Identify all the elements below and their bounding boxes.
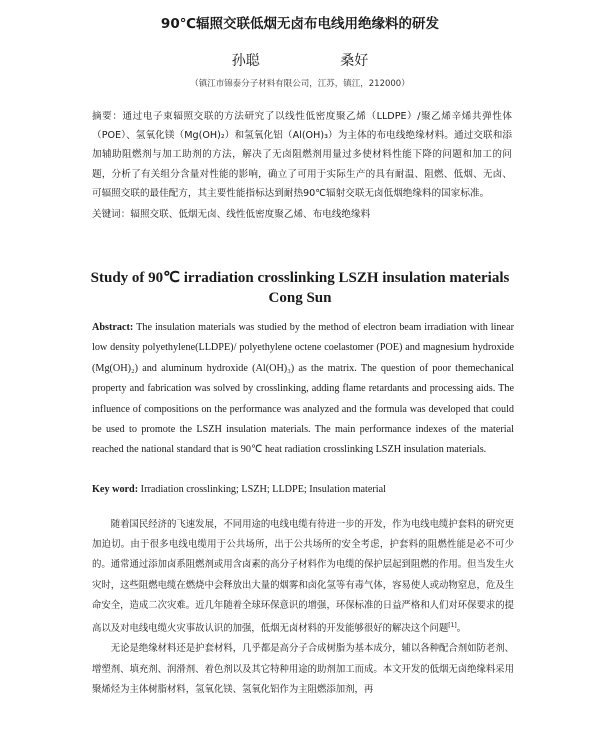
english-abstract: [92, 318, 514, 461]
body-paragraph-1-text: 随着国民经济的飞速发展，不同用途的电线电缆有待进一步的开发，作为电线电缆护套料的研究更加迫切。由于很多电线电缆用于公共场所，出于公共场所的安全考虑，护套料的阻燃性能是必不可少的。通常通过添加卤系阻燃剂或用含卤素的高分子材料作为电缆的保护层起到阻燃的作用。但当发生火灾时，这些阻燃电缆在燃烧中会释放出大量的烟雾和卤化氢等有毒气体，容易使人或动物窒息，危及生命安全，造成二次灾难。近几年随着全球环保意识的增强，环保标准的日益严格和人们对环保要求的提高以及对电线电缆火灾事故认识的加强，低烟无卤材料的开发能够很好的解决这个问题: [92, 519, 514, 635]
english-title: Study of 90℃ irradiation crosslinking LSZH insulation materials: [90, 270, 510, 286]
chinese-title: 90℃辐照交联低烟无卤布电线用绝缘料的研发: [160, 16, 440, 32]
english-keywords-label: Key word:: [92, 484, 139, 495]
chinese-keywords: 关键词：辐照交联、低烟无卤、线性低密度聚乙烯、布电线绝缘料: [92, 209, 371, 220]
chinese-abstract: 摘要：通过电子束辐照交联的方法研究了以线性低密度聚乙烯（LLDPE）/聚乙烯辛烯共弹性体（POE）、氢氧化镁（Mg(OH)₂）和氢氧化铝（Al(OH)₃）为主体的布电线绝缘材料。通过交联和添加辅助阻燃剂与加工助剂的方法，解决了无卤阻燃剂用量过多使材料性能下降的问题和加工的问题，分析了有关组分含量对性能的影响，确立了可用于实际生产的具有耐温、阻燃、低烟、无卤、可辐照交联的最佳配方，其主要性能指标达到耐热90℃辐射交联无卤低烟绝缘料的国家标准。: [92, 111, 512, 199]
english-keywords: [92, 480, 514, 500]
chinese-authors: [0, 50, 600, 70]
chinese-affiliation: （镇江市锦泰分子材料有限公司，江苏，镇江，212000）: [190, 79, 410, 89]
author-1: 孙聪: [231, 53, 260, 69]
author-2: 桑好: [340, 53, 369, 69]
english-abstract-text: The insulation materials was studied by the method of electron beam irradiation with linear low density polyethylene(LLDPE)/ polyethylene octene coelastomer (POE) and magnesium hydroxide (Mg(OH)₂) and aluminum hydroxide (Al(OH)₃) as the matrix. The question of poor themechanical property and fabrication was solved by crosslinking, adding flame retardants and processing aids. The influence of compositions on the performance was analyzed and the formula was developed that could be used to promote the LSZH insulation materials. The main performance indexes of the material reached the national standard that is 90℃ heat radiation crosslinking LSZH insulation materials.: [92, 322, 514, 456]
body-text: [92, 515, 514, 700]
english-author: Cong Sun: [268, 290, 332, 306]
body-paragraph-2: 无论是绝缘材料还是护套材料，几乎都是高分子合成树脂为基本成分，辅以各种配合剂如防老剂、增塑剂、填充剂、润滑剂、着色剂以及其它特种用途的助剂加工而成。本文开发的低烟无卤绝缘料采用聚烯烃为主体树脂材料，氢氧化镁、氢氧化铝作为主阻燃添加剂，再: [92, 643, 514, 695]
body-paragraph-1: [92, 515, 514, 639]
english-abstract-label: Abstract:: [92, 322, 134, 333]
body-paragraph-1-end: 。: [456, 623, 467, 635]
citation-1: [1]: [448, 622, 457, 630]
english-keywords-text: Irradiation crosslinking; LSZH; LLDPE; Insulation material: [138, 484, 386, 495]
